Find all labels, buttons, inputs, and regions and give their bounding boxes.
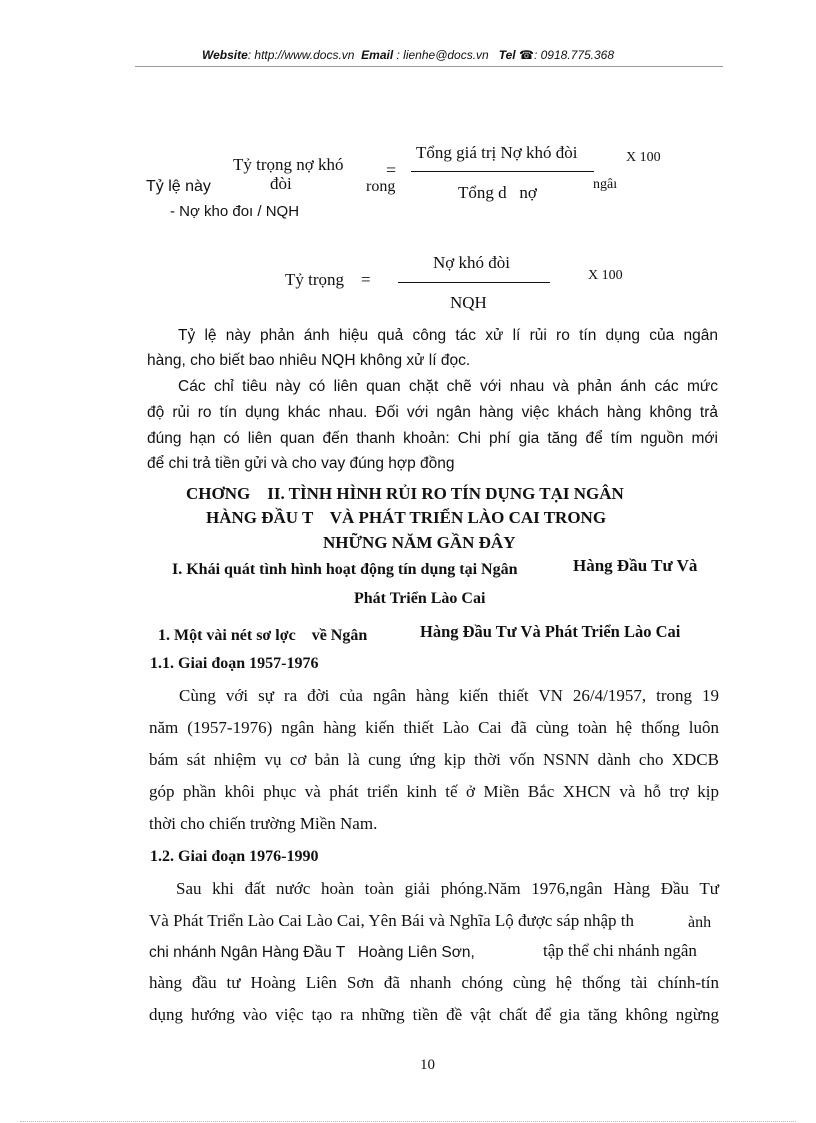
bg-text-mid: rong	[366, 178, 396, 195]
email-value: : lienhe@docs.vn	[396, 48, 489, 62]
sub-1-2-line-3-a: chi nhánh Ngân Hàng Đầu T Hoàng Liên Sơn,	[149, 944, 475, 961]
subsection-1-title-a: 1. Một vài nét sơ lợc về Ngân	[158, 627, 368, 644]
tel-value: : 0918.775.368	[533, 48, 615, 62]
sub-1-1-line-3: bám sát nhiệm vụ cơ bản là cung ứng kịp thời vốn NSNN dành cho XDCB	[149, 750, 719, 769]
formula2-left: Tỷ trọng	[285, 270, 345, 289]
subsection-1-title-b: Hàng Đầu Tư Và Phát Triển Lào Cai	[420, 622, 681, 641]
formula2-denominator: NQH	[450, 293, 487, 312]
bg-text-line2: - Nợ kho đoı / NQH	[170, 203, 300, 220]
sub-1-2-line-3-b: tập thể chi nhánh ngân	[543, 941, 697, 960]
email-label: Email	[361, 48, 394, 62]
section-1-title-line-2: Phát Triển Lào Cai	[354, 590, 486, 607]
chapter-title-line-2: HÀNG ĐẦU T VÀ PHÁT TRIỂN LÀO CAI TRONG	[206, 508, 607, 527]
formula1-left-line2: đòi	[270, 174, 292, 193]
section-1-title-a: I. Khái quát tình hình hoạt động tín dụng tại Ngân	[172, 561, 518, 578]
formula1-multiplier: X 100	[626, 150, 661, 165]
sub-1-2-line-2-a: Và Phát Triển Lào Cai Lào Cai, Yên Bái và Nghĩa Lộ được sáp nhập th	[149, 911, 634, 930]
header-divider	[135, 66, 723, 67]
footer-divider	[20, 1121, 796, 1122]
website-label: Website	[201, 48, 248, 62]
paragraph-2-line-2: độ rủi ro tín dụng khác nhau. Đối với ngân hàng việc khách hàng không trả	[147, 404, 718, 421]
page-number: 10	[420, 1057, 435, 1073]
sub-1-1-line-4: góp phần khôi phục và phát triển kinh tế ở Miền Bắc XHCN và hỗ trợ kịp	[149, 782, 719, 801]
sub-1-2-line-2-b: ành	[688, 914, 712, 931]
website-value: : http://www.docs.vn	[247, 48, 355, 62]
chapter-title-line-1: CHƠNG II. TÌNH HÌNH RỦI RO TÍN DỤNG TẠI NGÂN	[186, 484, 624, 503]
formula1-fraction-bar	[411, 171, 594, 172]
formula1-equals: =	[386, 160, 397, 180]
sub-1-1-line-5: thời cho chiến trường Miền Nam.	[149, 814, 378, 833]
bg-text-left: Tỷ lệ này	[146, 178, 211, 195]
sub-1-2-line-5: dụng hướng vào việc tạo ra những tiền đề vật chất để gia tăng không ngừng	[149, 1005, 719, 1024]
sub-1-1-title: 1.1. Giai đoạn 1957-1976	[150, 655, 319, 672]
sub-1-2-line-1: Sau khi đất nước hoàn toàn giải phóng.Năm 1976,ngân Hàng Đầu Tư	[176, 879, 719, 898]
paragraph-2-line-4: để chi trả tiền gửi và cho vay đúng hợp đồng	[147, 455, 455, 472]
formula1-numerator: Tổng giá trị Nợ khó đòi	[416, 143, 578, 162]
formula2-equals: =	[361, 270, 371, 289]
sub-1-2-line-4: hàng đầu tư Hoàng Liên Sơn đã nhanh chóng cùng hệ thống tài chính-tín	[149, 973, 719, 992]
paragraph-1-line-1: Tỷ lệ này phản ánh hiệu quả công tác xử lí rủi ro tín dụng của ngân	[178, 327, 718, 344]
chapter-title-line-3: NHỮNG NĂM GẦN ĐÂY	[323, 533, 516, 552]
formula2-multiplier: X 100	[588, 268, 623, 283]
page-header	[0, 48, 816, 62]
paragraph-2-line-1: Các chỉ tiêu này có liên quan chặt chẽ với nhau và phản ánh các mức	[178, 378, 718, 395]
formula2-fraction-bar	[398, 282, 550, 283]
formula2-numerator: Nợ khó đòi	[433, 253, 510, 272]
sub-1-2-title: 1.2. Giai đoạn 1976-1990	[150, 848, 319, 865]
section-1-title-b: Hàng Đầu Tư Và	[573, 556, 698, 575]
tel-label: Tel	[498, 48, 516, 62]
paragraph-2-line-3: đúng hạn có liên quan đến thanh khoản: Chi phí gia tăng để tím nguồn mới	[147, 430, 718, 447]
bg-text-right: ngâı	[593, 177, 618, 192]
formula1-denominator: Tổng d nợ	[458, 183, 537, 202]
paragraph-1-line-2: hàng, cho biết bao nhiêu NQH không xử lí đọc.	[147, 352, 471, 369]
sub-1-1-line-1: Cùng với sự ra đời của ngân hàng kiến thiết VN 26/4/1957, trong 19	[179, 686, 719, 705]
sub-1-1-line-2: năm (1957-1976) ngân hàng kiến thiết Lào Cai đã cùng toàn hệ thống luôn	[149, 718, 719, 737]
formula1-left-line1: Tỷ trọng nợ khó	[233, 155, 344, 174]
phone-icon: ☎	[519, 48, 534, 62]
